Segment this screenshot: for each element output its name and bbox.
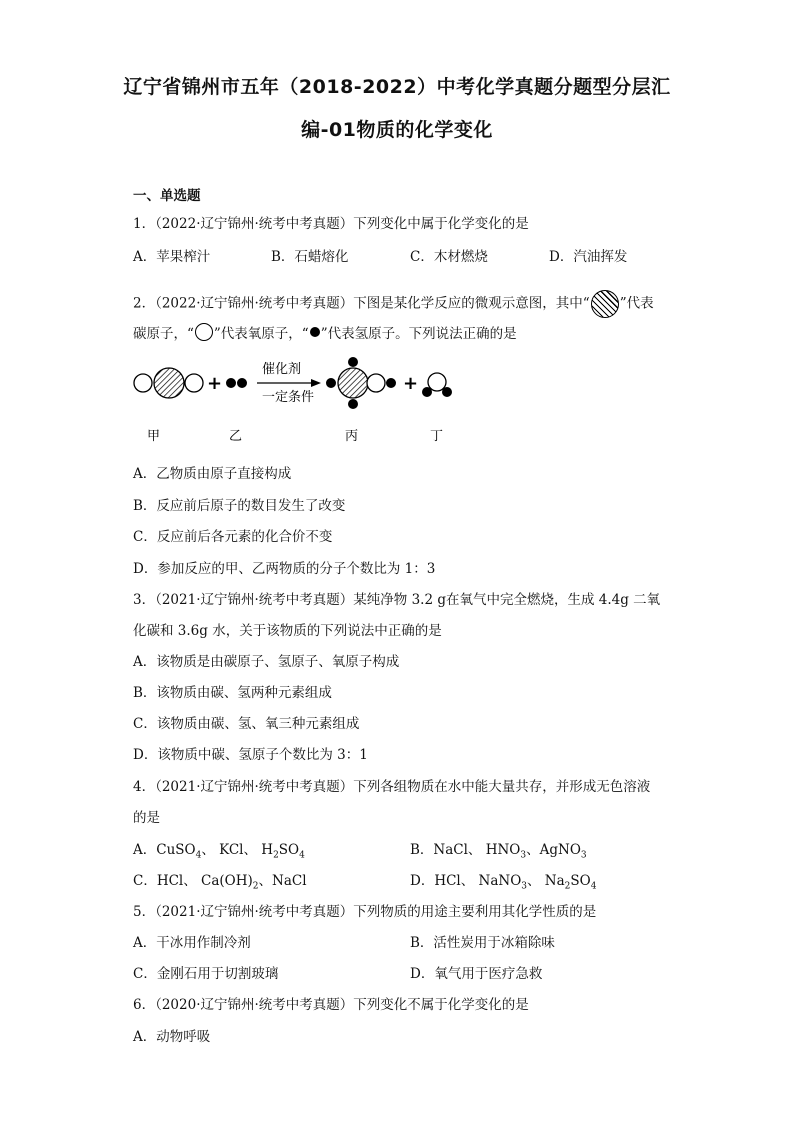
yi-hydrogen-1 (226, 378, 236, 388)
label-bing: 丙 (345, 429, 359, 444)
reaction-diagram (125, 350, 485, 450)
ding-hydrogen-left (422, 387, 432, 397)
q2-option-c: C．反应前后各元素的化合价不变 (133, 529, 333, 545)
q2-stem-b: ”代表 (619, 295, 654, 312)
bing-hydrogen-right (386, 378, 396, 388)
carbon-atom-icon (591, 290, 619, 318)
q2-option-b: B．反应前后原子的数目发生了改变 (133, 498, 346, 514)
q2-stem-line2 (133, 322, 517, 344)
plus-1: + (207, 373, 223, 394)
q3-option-c: C．该物质由碳、氢、氧三种元素组成 (133, 716, 360, 732)
molecule-jia (134, 368, 203, 398)
q2-stem-c: 碳原子，“ (133, 326, 194, 342)
ding-hydrogen-right (442, 387, 452, 397)
oxygen-atom-icon (195, 323, 213, 341)
section-heading: 一、单选题 (133, 188, 201, 204)
hydrogen-atom-icon (310, 327, 320, 337)
doc-title-line2: 编-01物质的化学变化 (301, 119, 493, 141)
q4-option-b: B．NaCl、 $HNO_3$、AgNO$_3$ (410, 842, 587, 861)
bing-hydrogen-top (348, 357, 358, 367)
label-jia: 甲 (147, 429, 161, 444)
molecule-ding (422, 373, 452, 397)
plus-2: + (403, 373, 419, 394)
jia-oxygen-right (185, 374, 203, 392)
q3-stem-line2: 化碳和 3.6g 水，关于该物质的下列说法中正确的是 (133, 623, 442, 639)
bing-hydrogen-bottom (348, 399, 358, 409)
q1-option-b: B．石蜡熔化 (271, 249, 349, 265)
q6-option-a: A．动物呼吸 (133, 1029, 211, 1045)
q6-stem: 6．（2020·辽宁锦州·统考中考真题）下列变化不属于化学变化的是 (133, 997, 529, 1013)
bing-carbon (338, 368, 368, 398)
q2-stem-d: ”代表氧原子，“ (213, 326, 309, 342)
q4-stem-line1: 4．（2021·辽宁锦州·统考中考真题）下列各组物质在水中能大量共存，并形成无色溶液 (133, 779, 651, 795)
ding-oxygen (428, 373, 446, 391)
q4-option-d: D．HCl、 NaNO$_3$、 $Na_2SO_4$ (410, 873, 597, 892)
q1-stem: 1．（2022·辽宁锦州·统考中考真题）下列变化中属于化学变化的是 (133, 216, 529, 232)
q5-stem: 5．（2021·辽宁锦州·统考中考真题）下列物质的用途主要利用其化学性质的是 (133, 904, 597, 920)
q5-option-c: C．金刚石用于切割玻璃 (133, 966, 279, 982)
q3-stem-line1: 3．（2021·辽宁锦州·统考中考真题）某纯净物 3.2 g在氧气中完全燃烧，生成 4.4g 二氧 (133, 592, 661, 608)
reaction-arrow-head (311, 379, 321, 387)
q5-option-d: D．氧气用于医疗急救 (410, 966, 543, 982)
yi-hydrogen-2 (237, 378, 247, 388)
q1-option-c: C．木材燃烧 (410, 249, 488, 265)
molecule-yi (226, 378, 247, 388)
q4-stem-line2: 的是 (133, 810, 160, 826)
q3-option-a: A．该物质是由碳原子、氢原子、氧原子构成 (133, 654, 400, 670)
q5-option-b: B．活性炭用于冰箱除味 (410, 935, 555, 951)
q2-stem-a: 2．（2022·辽宁锦州·统考中考真题）下图是某化学反应的微观示意图，其中“ (133, 295, 590, 312)
molecule-bing (326, 357, 396, 409)
q3-option-d: D．该物质中碳、氢原子个数比为 3：1 (133, 747, 368, 763)
label-yi: 乙 (229, 429, 243, 444)
label-ding: 丁 (430, 429, 444, 444)
q1-option-d: D．汽油挥发 (549, 249, 628, 265)
q3-option-b: B．该物质由碳、氢两种元素组成 (133, 685, 332, 701)
q2-option-a: A．乙物质由原子直接构成 (133, 466, 292, 482)
bing-hydrogen-left (326, 378, 336, 388)
q2-stem-line1 (133, 290, 654, 318)
q1-option-a: A．苹果榨汁 (133, 249, 211, 265)
bing-oxygen (367, 374, 385, 392)
q4-option-c: C．HCl、 $Ca(OH)_2$、NaCl (133, 873, 307, 892)
arrow-top-label: 催化剂 (262, 362, 302, 377)
q5-option-a: A．干冰用作制冷剂 (133, 935, 251, 951)
arrow-bottom-label: 一定条件 (262, 390, 315, 405)
jia-oxygen-left (134, 374, 152, 392)
doc-title-line1: 辽宁省锦州市五年（2018-2022）中考化学真题分题型分层汇 (123, 76, 671, 98)
jia-carbon (154, 368, 184, 398)
q2-option-d: D．参加反应的甲、乙两物质的分子个数比为 1：3 (133, 561, 436, 577)
q4-option-a: A．CuSO$_4$、 KCl、 $H_2SO_4$ (133, 842, 305, 861)
q2-stem-e: ”代表氢原子。下列说法正确的是 (320, 326, 517, 342)
